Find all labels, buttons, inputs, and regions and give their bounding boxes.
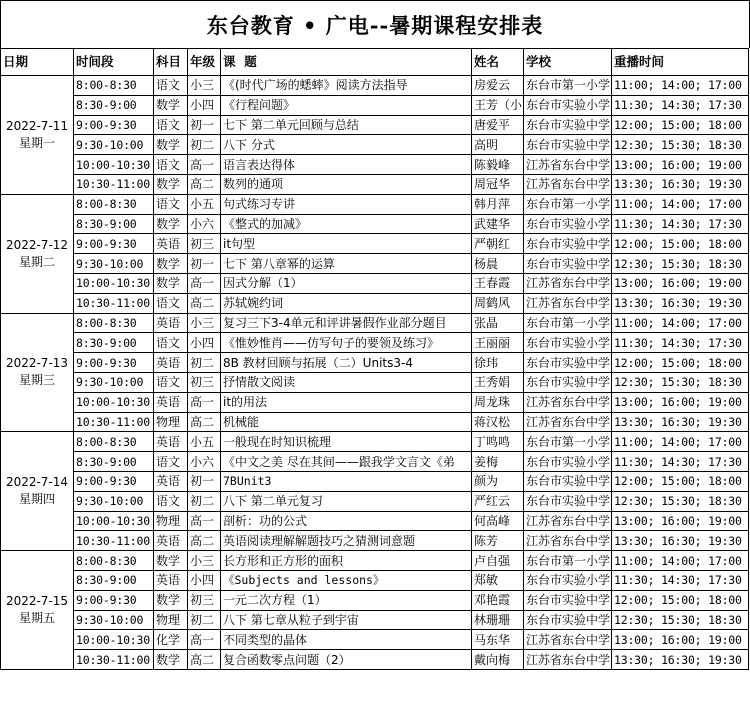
cell-teacher-name: 房爱云 [472,76,524,96]
date-cell [1,432,74,551]
cell-subject: 数学 [154,650,188,670]
cell-grade: 小六 [188,214,221,234]
cell-grade: 初一 [188,115,221,135]
cell-period: 8:30-9:00 [74,214,154,234]
cell-subject: 数学 [154,254,188,274]
cell-subject: 物理 [154,610,188,630]
cell-teacher-name: 徐玮 [472,353,524,373]
table-row [1,630,749,650]
cell-period: 8:00-8:30 [74,194,154,214]
cell-subject: 英语 [154,471,188,491]
cell-replay-time: 11:30; 14:30; 17:30 [612,333,749,353]
cell-replay-time: 11:30; 14:30; 17:30 [612,214,749,234]
cell-topic: 剖析：功的公式 [221,511,472,531]
table-row [1,234,749,254]
cell-replay-time: 13:00; 16:00; 19:00 [612,155,749,175]
cell-topic: 机械能 [221,412,472,432]
cell-topic: 8B 教材回顾与拓展（二）Units3-4 [221,353,472,373]
cell-grade: 初三 [188,372,221,392]
cell-period: 10:30-11:00 [74,293,154,313]
cell-teacher-name: 严红云 [472,491,524,511]
cell-school: 东台市实验小学 [524,95,612,115]
cell-grade: 小三 [188,313,221,333]
cell-grade: 高一 [188,511,221,531]
cell-grade: 小四 [188,95,221,115]
cell-grade: 初一 [188,471,221,491]
cell-teacher-name: 严朝红 [472,234,524,254]
cell-teacher-name: 武建华 [472,214,524,234]
cell-subject: 数学 [154,590,188,610]
cell-replay-time: 11:30; 14:30; 17:30 [612,570,749,590]
table-row [1,254,749,274]
cell-school: 东台市第一小学 [524,551,612,571]
cell-replay-time: 11:00; 14:00; 17:00 [612,194,749,214]
cell-period: 10:00-10:30 [74,630,154,650]
cell-replay-time: 12:00; 15:00; 18:00 [612,234,749,254]
cell-grade: 高二 [188,174,221,194]
cell-period: 8:00-8:30 [74,76,154,96]
cell-subject: 化学 [154,630,188,650]
date-cell [1,194,74,313]
cell-teacher-name: 蒋汉松 [472,412,524,432]
cell-period: 10:00-10:30 [74,155,154,175]
table-row [1,95,749,115]
cell-topic: 7BUnit3 [221,471,472,491]
cell-subject: 语文 [154,76,188,96]
table-row [1,392,749,412]
cell-school: 江苏省东台中学 [524,511,612,531]
table-row [1,135,749,155]
cell-subject: 英语 [154,570,188,590]
cell-grade: 高二 [188,412,221,432]
cell-teacher-name: 戴向梅 [472,650,524,670]
cell-teacher-name: 郑敏 [472,570,524,590]
cell-replay-time: 13:30; 16:30; 19:30 [612,293,749,313]
cell-grade: 初一 [188,254,221,274]
cell-topic: 复习三下3-4单元和评讲暑假作业部分题目 [221,313,472,333]
cell-period: 9:30-10:00 [74,372,154,392]
cell-period: 9:00-9:30 [74,353,154,373]
cell-period: 9:00-9:30 [74,115,154,135]
cell-school: 江苏省东台中学 [524,531,612,551]
cell-subject: 物理 [154,511,188,531]
cell-subject: 数学 [154,174,188,194]
cell-grade: 高二 [188,650,221,670]
sheet-title: 东台教育 • 广电--暑期课程安排表 [0,0,750,48]
cell-school: 江苏省东台中学 [524,273,612,293]
table-row [1,491,749,511]
cell-school: 江苏省东台中学 [524,630,612,650]
schedule-table [0,48,749,670]
cell-replay-time: 13:00; 16:00; 19:00 [612,630,749,650]
weekday-value: 星期四 [18,492,55,507]
cell-teacher-name: 周龙珠 [472,392,524,412]
cell-topic: 一元二次方程（1） [221,590,472,610]
cell-period: 9:30-10:00 [74,135,154,155]
cell-subject: 数学 [154,214,188,234]
table-row [1,273,749,293]
cell-topic: 不同类型的晶体 [221,630,472,650]
cell-topic: 数列的通项 [221,174,472,194]
cell-topic: 句式练习专讲 [221,194,472,214]
cell-period: 10:30-11:00 [74,531,154,551]
header-school: 学校 [524,49,612,76]
table-row [1,155,749,175]
cell-subject: 数学 [154,135,188,155]
cell-replay-time: 12:30; 15:30; 18:30 [612,254,749,274]
cell-replay-time: 13:30; 16:30; 19:30 [612,174,749,194]
cell-school: 东台市实验小学 [524,452,612,472]
cell-period: 8:00-8:30 [74,313,154,333]
cell-school: 东台市第一小学 [524,76,612,96]
date-value: 2022-7-13 [5,356,69,371]
cell-topic: 长方形和正方形的面积 [221,551,472,571]
table-row [1,214,749,234]
cell-school: 东台市实验中学 [524,254,612,274]
cell-grade: 小五 [188,432,221,452]
table-row [1,650,749,670]
cell-grade: 初二 [188,610,221,630]
cell-topic: 语言表达得体 [221,155,472,175]
cell-school: 江苏省东台中学 [524,650,612,670]
cell-subject: 语文 [154,452,188,472]
cell-grade: 高一 [188,392,221,412]
cell-replay-time: 11:00; 14:00; 17:00 [612,551,749,571]
cell-replay-time: 13:00; 16:00; 19:00 [612,392,749,412]
cell-replay-time: 12:30; 15:30; 18:30 [612,135,749,155]
table-row [1,115,749,135]
cell-teacher-name: 韩月萍 [472,194,524,214]
header-date: 日期 [1,49,74,76]
table-row [1,174,749,194]
cell-school: 东台市第一小学 [524,313,612,333]
weekday-value: 星期五 [18,611,55,626]
cell-teacher-name: 何高峰 [472,511,524,531]
cell-grade: 高一 [188,273,221,293]
cell-subject: 语文 [154,194,188,214]
cell-topic: 英语阅读理解解题技巧之猜测词意题 [221,531,472,551]
cell-period: 8:30-9:00 [74,570,154,590]
cell-teacher-name: 王芳（小 [472,95,524,115]
cell-subject: 语文 [154,293,188,313]
cell-replay-time: 11:00; 14:00; 17:00 [612,313,749,333]
header-topic: 课 题 [221,49,472,76]
cell-teacher-name: 高明 [472,135,524,155]
cell-teacher-name: 颜为 [472,471,524,491]
cell-teacher-name: 王丽丽 [472,333,524,353]
cell-topic: 《Subjects and lessons》 [221,570,472,590]
cell-subject: 语文 [154,372,188,392]
cell-period: 9:30-10:00 [74,254,154,274]
cell-teacher-name: 唐爱平 [472,115,524,135]
cell-teacher-name: 杨晨 [472,254,524,274]
table-row [1,412,749,432]
cell-grade: 小四 [188,570,221,590]
table-row [1,610,749,630]
cell-teacher-name: 丁鸣鸣 [472,432,524,452]
cell-school: 东台市实验中学 [524,491,612,511]
cell-grade: 初三 [188,590,221,610]
cell-replay-time: 12:00; 15:00; 18:00 [612,471,749,491]
cell-school: 东台市实验中学 [524,234,612,254]
cell-period: 8:00-8:30 [74,432,154,452]
cell-school: 东台市第一小学 [524,194,612,214]
cell-replay-time: 12:30; 15:30; 18:30 [612,491,749,511]
cell-teacher-name: 王春霞 [472,273,524,293]
cell-school: 江苏省东台中学 [524,174,612,194]
table-row [1,531,749,551]
table-row [1,194,749,214]
table-row [1,452,749,472]
date-value: 2022-7-15 [5,594,69,609]
date-cell [1,551,74,670]
cell-grade: 高一 [188,155,221,175]
cell-school: 东台市实验小学 [524,214,612,234]
table-row [1,511,749,531]
cell-teacher-name: 周冠华 [472,174,524,194]
date-value: 2022-7-12 [5,237,69,252]
table-row [1,590,749,610]
date-value: 2022-7-14 [5,475,69,490]
cell-replay-time: 13:30; 16:30; 19:30 [612,531,749,551]
cell-grade: 小三 [188,76,221,96]
cell-grade: 小五 [188,194,221,214]
cell-period: 9:30-10:00 [74,610,154,630]
cell-topic: 《惟妙惟肖——仿写句子的要领及练习》 [221,333,472,353]
cell-replay-time: 13:30; 16:30; 19:30 [612,650,749,670]
cell-period: 9:00-9:30 [74,471,154,491]
cell-grade: 初二 [188,353,221,373]
cell-subject: 英语 [154,313,188,333]
cell-grade: 初三 [188,234,221,254]
cell-period: 9:30-10:00 [74,491,154,511]
date-value: 2022-7-11 [5,118,69,133]
cell-grade: 高一 [188,630,221,650]
cell-replay-time: 12:00; 15:00; 18:00 [612,115,749,135]
header-period: 时间段 [74,49,154,76]
cell-topic: 《(时代广场的蟋蟀》阅读方法指导 [221,76,472,96]
table-row [1,353,749,373]
cell-grade: 小六 [188,452,221,472]
cell-period: 8:30-9:00 [74,95,154,115]
cell-grade: 高二 [188,531,221,551]
table-row [1,76,749,96]
date-cell [1,313,74,432]
cell-subject: 语文 [154,115,188,135]
cell-period: 8:00-8:30 [74,551,154,571]
header-subject: 科目 [154,49,188,76]
cell-replay-time: 12:00; 15:00; 18:00 [612,353,749,373]
header-name: 姓名 [472,49,524,76]
cell-teacher-name: 张晶 [472,313,524,333]
cell-grade: 初二 [188,491,221,511]
cell-topic: 《中文之美 尽在其间——跟我学文言文《弟 [221,452,472,472]
cell-subject: 数学 [154,95,188,115]
cell-period: 10:30-11:00 [74,174,154,194]
cell-topic: 八下 分式 [221,135,472,155]
date-cell [1,76,74,195]
cell-school: 东台市实验中学 [524,471,612,491]
cell-period: 10:00-10:30 [74,392,154,412]
cell-period: 10:30-11:00 [74,650,154,670]
cell-replay-time: 12:30; 15:30; 18:30 [612,372,749,392]
cell-period: 8:30-9:00 [74,333,154,353]
cell-replay-time: 13:30; 16:30; 19:30 [612,412,749,432]
cell-topic: 抒情散文阅读 [221,372,472,392]
cell-replay-time: 12:30; 15:30; 18:30 [612,610,749,630]
table-row [1,372,749,392]
cell-replay-time: 11:30; 14:30; 17:30 [612,95,749,115]
cell-subject: 英语 [154,432,188,452]
cell-grade: 高二 [188,293,221,313]
cell-period: 10:30-11:00 [74,412,154,432]
cell-replay-time: 11:30; 14:30; 17:30 [612,452,749,472]
header-replay: 重播时间 [612,49,749,76]
cell-topic: 复合函数零点问题（2） [221,650,472,670]
cell-grade: 小三 [188,551,221,571]
cell-subject: 英语 [154,353,188,373]
cell-school: 东台市实验小学 [524,570,612,590]
cell-school: 东台市第一小学 [524,432,612,452]
cell-school: 东台市实验中学 [524,115,612,135]
cell-subject: 英语 [154,234,188,254]
cell-teacher-name: 陈芳 [472,531,524,551]
header-row [1,49,749,76]
cell-school: 东台市实验中学 [524,610,612,630]
cell-teacher-name: 陈毅峰 [472,155,524,175]
cell-subject: 语文 [154,333,188,353]
cell-school: 江苏省东台中学 [524,412,612,432]
cell-period: 8:30-9:00 [74,452,154,472]
table-row [1,333,749,353]
cell-school: 东台市实验中学 [524,372,612,392]
cell-teacher-name: 林珊珊 [472,610,524,630]
weekday-value: 星期三 [18,373,55,388]
table-row [1,313,749,333]
cell-topic: 七下 第二单元回顾与总结 [221,115,472,135]
cell-topic: 《整式的加减》 [221,214,472,234]
cell-grade: 小四 [188,333,221,353]
cell-topic: 苏轼婉约词 [221,293,472,313]
cell-teacher-name: 王秀娟 [472,372,524,392]
cell-teacher-name: 周鹤风 [472,293,524,313]
cell-period: 9:00-9:30 [74,590,154,610]
cell-school: 江苏省东台中学 [524,155,612,175]
cell-replay-time: 12:00; 15:00; 18:00 [612,590,749,610]
cell-school: 东台市实验中学 [524,353,612,373]
cell-replay-time: 13:00; 16:00; 19:00 [612,273,749,293]
table-row [1,570,749,590]
cell-school: 东台市实验中学 [524,135,612,155]
cell-subject: 语文 [154,491,188,511]
cell-school: 东台市实验中学 [524,590,612,610]
cell-topic: it句型 [221,234,472,254]
cell-topic: it的用法 [221,392,472,412]
cell-teacher-name: 姜梅 [472,452,524,472]
cell-topic: 因式分解（1） [221,273,472,293]
cell-subject: 语文 [154,155,188,175]
header-grade: 年级 [188,49,221,76]
cell-topic: 八下 第二单元复习 [221,491,472,511]
cell-school: 江苏省东台中学 [524,293,612,313]
cell-period: 9:00-9:30 [74,234,154,254]
cell-grade: 初二 [188,135,221,155]
table-row [1,471,749,491]
cell-subject: 物理 [154,412,188,432]
cell-school: 东台市实验小学 [524,333,612,353]
cell-topic: 一般现在时知识梳理 [221,432,472,452]
weekday-value: 星期一 [18,135,55,150]
cell-teacher-name: 卢自强 [472,551,524,571]
cell-replay-time: 11:00; 14:00; 17:00 [612,432,749,452]
cell-topic: 八下 第七章从粒子到宇宙 [221,610,472,630]
cell-period: 10:00-10:30 [74,511,154,531]
cell-school: 江苏省东台中学 [524,392,612,412]
table-row [1,293,749,313]
cell-subject: 数学 [154,273,188,293]
cell-period: 10:00-10:30 [74,273,154,293]
cell-replay-time: 11:00; 14:00; 17:00 [612,76,749,96]
table-row [1,551,749,571]
cell-teacher-name: 马东华 [472,630,524,650]
cell-replay-time: 13:00; 16:00; 19:00 [612,511,749,531]
cell-topic: 七下 第八章幂的运算 [221,254,472,274]
table-row [1,432,749,452]
cell-teacher-name: 邓艳霞 [472,590,524,610]
cell-subject: 数学 [154,551,188,571]
cell-topic: 《行程问题》 [221,95,472,115]
cell-subject: 英语 [154,392,188,412]
weekday-value: 星期二 [18,254,55,269]
cell-subject: 英语 [154,531,188,551]
